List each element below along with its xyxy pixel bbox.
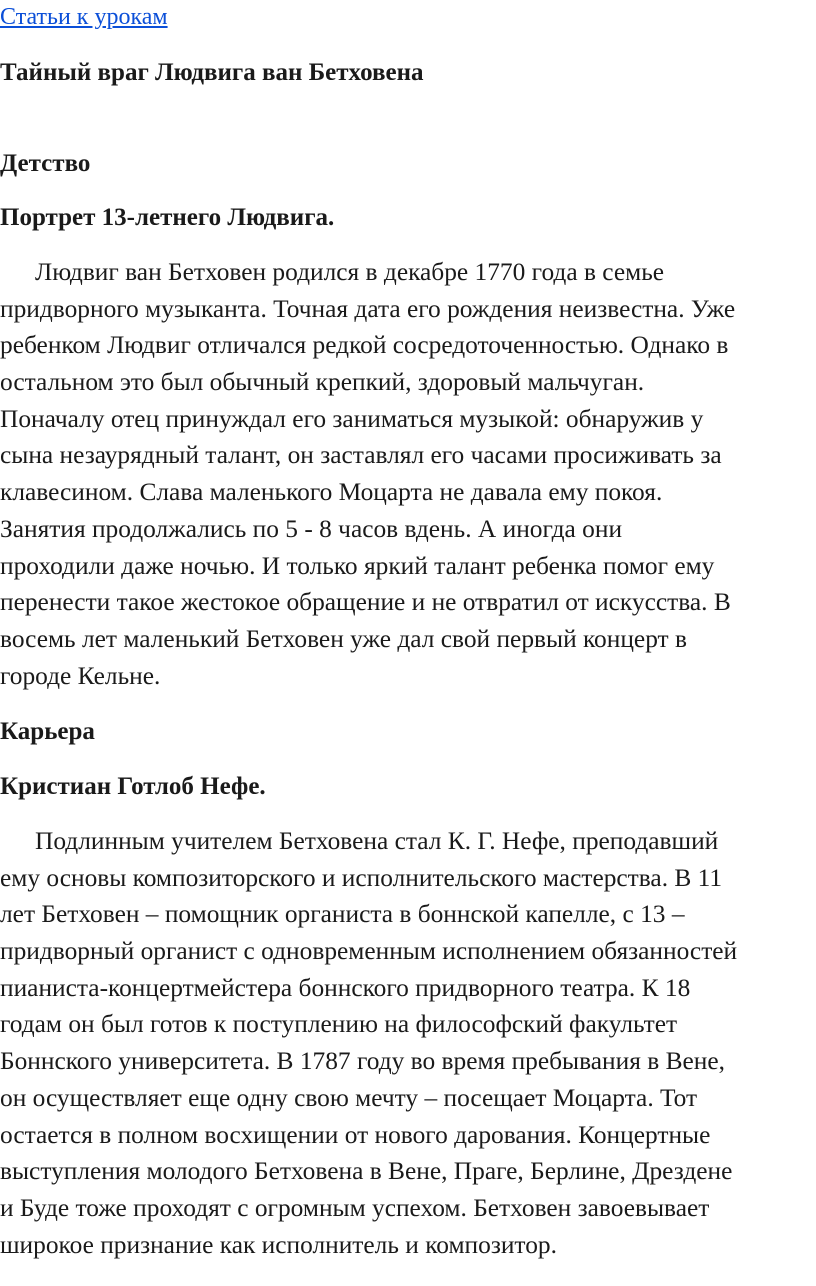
lesson-articles-link[interactable]: Статьи к урокам (0, 4, 168, 30)
paragraph-line: восемь лет маленький Бетховен уже дал свой первый концерт в (0, 624, 687, 653)
paragraph-line: лет Бетховен – помощник органиста в боннской капелле, с 13 – (0, 900, 685, 929)
paragraph-line: остается в полном восхищении от нового дарования. Концертные (0, 1120, 711, 1149)
section-heading-childhood: Детство (0, 150, 91, 177)
paragraph-line: остальном это был обычный крепкий, здоровый мальчуган. (0, 368, 645, 397)
paragraph-career (0, 823, 816, 1263)
paragraph-line: придворного музыканта. Точная дата его рождения неизвестна. Уже (0, 294, 736, 323)
paragraph-line: он осуществляет еще одну свою мечту – посещает Моцарта. Тот (0, 1083, 698, 1112)
paragraph-line: проходили даже ночью. И только яркий талант ребенка помог ему (0, 551, 715, 580)
paragraph-line: Поначалу отец принуждал его заниматься музыкой: обнаружив у (0, 404, 704, 433)
subheading-neefe: Кристиан Готлоб Нефе. (0, 773, 266, 800)
paragraph-line: перенести такое жестокое обращение и не отвратил от искусства. В (0, 588, 731, 617)
paragraph-line: широкое признание как исполнитель и композитор. (0, 1230, 557, 1259)
paragraph-line: придворный органист с одновременным исполнением обязанностей (0, 937, 738, 966)
paragraph-line: выступления молодого Бетховена в Вене, Праге, Берлине, Дрездене (0, 1157, 733, 1186)
paragraph-line: сына незаурядный талант, он заставлял его часами просиживать за (0, 441, 722, 470)
paragraph-line: клавесином. Слава маленького Моцарта не давала ему покоя. (0, 478, 663, 507)
paragraph-line: Людвиг ван Бетховен родился в декабре 1770 года в семье (35, 258, 665, 286)
paragraph-childhood (0, 254, 816, 694)
article-title: Тайный враг Людвига ван Бетховена (0, 59, 424, 86)
section-heading-career: Карьера (0, 718, 95, 745)
paragraph-line: Занятия продолжались по 5 - 8 часов вдень. А иногда они (0, 514, 623, 543)
subheading-portrait: Портрет 13-летнего Людвига. (0, 204, 335, 231)
paragraph-line: ему основы композиторского и исполнительского мастерства. В 11 (0, 863, 723, 892)
paragraph-line: ребенком Людвиг отличался редкой сосредоточенностью. Однако в (0, 331, 729, 360)
paragraph-line: городе Кельне. (0, 661, 161, 690)
paragraph-line: пианиста-концертмейстера боннского придворного театра. К 18 (0, 973, 691, 1002)
paragraph-line: Подлинным учителем Бетховена стал К. Г. Нефе, преподавший (35, 827, 719, 855)
paragraph-line: годам он был готов к поступлению на философский факультет (0, 1010, 678, 1039)
paragraph-line: и Буде тоже проходят с огромным успехом. Бетховен завоевывает (0, 1193, 710, 1222)
paragraph-line: Боннского университета. В 1787 году во время пребывания в Вене, (0, 1047, 725, 1076)
